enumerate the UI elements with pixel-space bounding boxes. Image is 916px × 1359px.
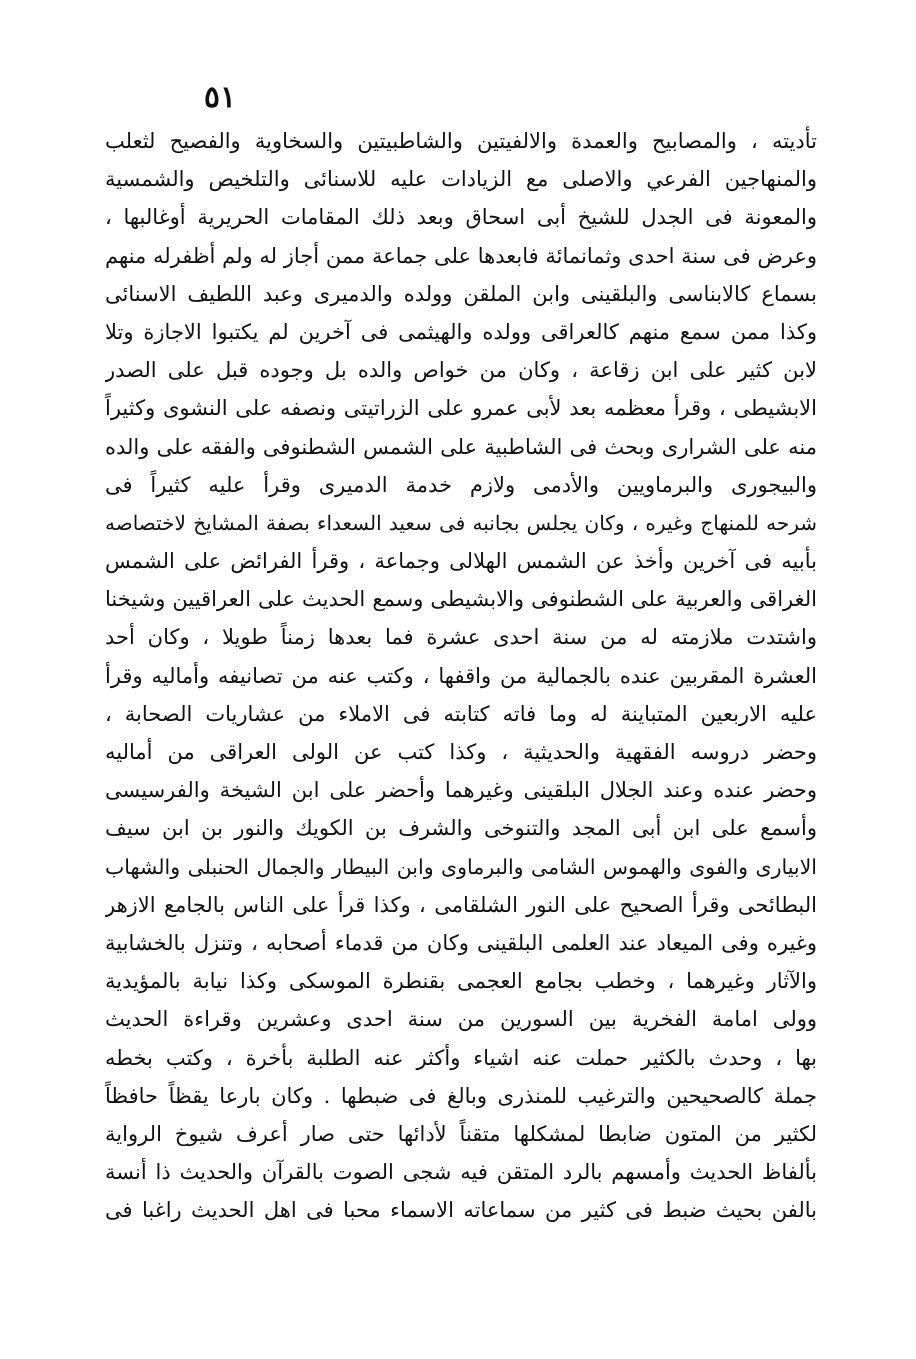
text-line-22: وغيره وفى الميعاد عند العلمى البلقينى وكان من قدماء أصحابه ، وتنزل بالخشابية [105, 930, 817, 955]
text-line-8: الابشيطى ، وقرأ معظمه بعد لأبى عمرو على الزراتيتى ونصفه على النشوى وكثيراً [105, 396, 817, 421]
text-line-20: الابيارى والفوى والهموس الشامى والبرماوى وابن البيطار والجمال الحنبلى والشهاب [105, 854, 817, 879]
text-line-5: بسماع كالابناسى والبلقينى وابن الملقن وولده والدميرى وعبد اللطيف الاسنائى [105, 281, 817, 306]
text-line-3: والمعونة فى الجدل للشيخ أبى اسحاق وبعد ذلك المقامات الحريرية أوغالبها ، [105, 205, 817, 230]
text-line-10: والبيجورى والبرماويين والأدمى ولازم خدمة الدميرى وقرأ عليه كثيراً فى [105, 472, 817, 497]
text-line-1: تأديته ، والمصابيح والعمدة والالفيتين والشاطبيتين والسخاوية والفصيح لثعلب [105, 129, 817, 153]
text-line-23: والآثار وغيرهما ، وخطب بجامع العجمى بقنطرة الموسكى وكذا نيابة بالمؤيدية [105, 969, 817, 994]
text-line-11: شرحه للمنهاج وغيره ، وكان يجلس بجانبه فى سعيد السعداء بصفة المشايخ لاختصاصه [105, 510, 817, 535]
text-line-21: البطائحى وقرأ الصحيح على النور الشلقامى ، وكذا قرأ على الناس بالجامع الازهر [105, 892, 817, 917]
text-line-4: وعرض فى سنة احدى وثمانمائة فابعدها على جماعة ممن أجاز له ولم أظفرله منهم [105, 243, 817, 268]
text-line-13: الغراقى والعربية على الشطنوفى والابشيطى وسمع الحديث على العراقيين وشيخنا [105, 587, 817, 612]
text-line-15: العشرة المقربين عنده بالجمالية من واقفها ، وكتب عنه من تصانيفه وأماليه وقرأ [105, 663, 817, 688]
text-line-9: منه على الشرارى وبحث فى الشاطبية على الشمس الشطنوفى والفقه على والده [105, 434, 817, 459]
text-line-26: جملة كالصحيحين والترغيب للمنذرى وبالغ فى ضبطها . وكان بارعا يقظاً حافظاً [105, 1083, 817, 1108]
text-line-19: وأسمع على ابن أبى المجد والتنوخى والشرف بن الكويك والنور بن ابن سيف [105, 816, 817, 841]
text-line-17: وحضر دروسه الفقهية والحديثية ، وكذا كتب عن الولى العراقى من أماليه [105, 740, 817, 764]
text-line-28: بألفاظ الحديث وأمسهم بالرد المتقن فيه شجى الصوت بالقرآن والحديث ذا أنسة [105, 1160, 817, 1185]
text-line-18: وحضر عنده وعند الجلال البلقينى وغيرهما وأحضر على ابن الشيخة والفرسيسى [105, 778, 817, 803]
text-line-27: لكثير من المتون ضابطا لمشكلها متقناً لأدائها حتى صار أعرف شيوخ الرواية [105, 1121, 817, 1146]
text-line-7: لابن كثير على ابن زقاعة ، وكان من خواص والده بل وجوده قبل على الصدر [105, 358, 817, 383]
text-line-25: بها ، وحدث بالكثير حملت عنه اشياء وأكثر عنه الطلبة بأخرة ، وكتب بخطه [105, 1045, 817, 1070]
text-line-6: وكذا ممن سمع منهم كالعراقى وولده والهيثمى فى آخرين لم يكتبوا الاجازة وتلا [105, 319, 817, 344]
text-line-24: وولى امامة الفخرية بين السورين من سنة احدى وعشرين وقراءة الحديث [105, 1007, 817, 1032]
text-line-29: بالفن بحيث ضبط فى كثير من سماعاته الاسماء محبا فى اهل الحديث راغبا فى [105, 1198, 817, 1223]
text-line-14: واشتدت ملازمته له من سنة احدى عشرة فما بعدها زمناً طويلا ، وكان أحد [105, 625, 817, 650]
text-line-12: بأبيه فى آخرين وأخذ عن الشمس الهلالى وجماعة ، وقرأ الفرائض على الشمس [105, 549, 817, 574]
body-text [105, 122, 817, 1229]
page-number: ٥١ [203, 80, 237, 115]
text-line-2: والمنهاجين الفرعي والاصلى مع الزيادات عليه للاسنائى والتلخيص والشمسية [105, 167, 817, 192]
text-line-16: عليه الاربعين المتباينة له وما فاته كتابته فى الاملاء من عشاريات الصحابة ، [105, 701, 817, 726]
